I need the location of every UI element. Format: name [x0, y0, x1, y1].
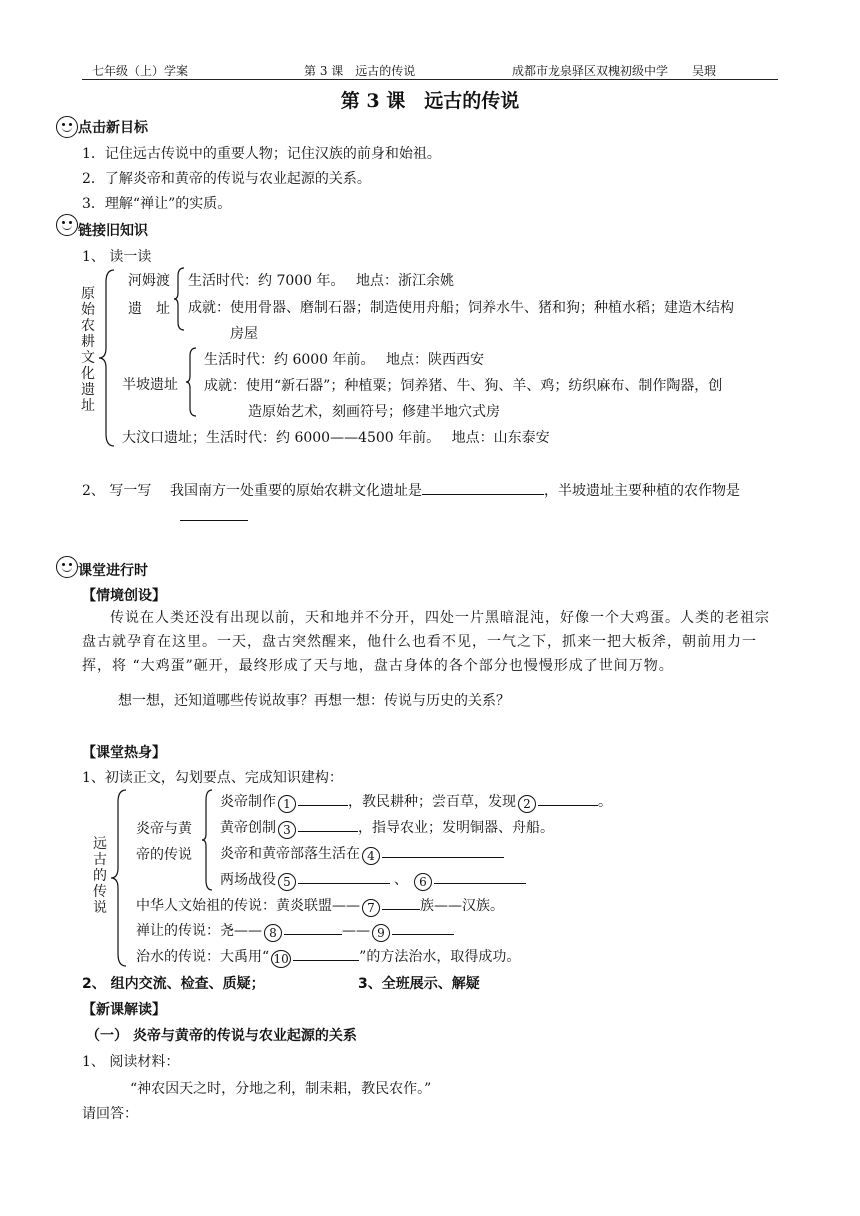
hemudu-brace — [172, 266, 186, 332]
number-marker: 4 — [362, 847, 380, 865]
smiley-icon — [56, 116, 78, 138]
hemudu-achieve: 成就：使用骨器、磨制石器；制造使用舟船；饲养水牛、猪和狗；种植水稻；建造木结构 — [188, 300, 734, 316]
number-marker: 10 — [271, 950, 291, 968]
answer-blank[interactable] — [284, 920, 342, 935]
legend-row-7 — [136, 946, 520, 968]
hemudu-achieve-2: 房屋 — [230, 326, 258, 342]
row-text: 两场战役 — [220, 872, 276, 888]
smiley-icon — [56, 556, 78, 578]
answer-blank[interactable] — [382, 843, 504, 858]
read-material-label: 1、 阅读材料： — [82, 1054, 180, 1070]
answer-blank[interactable] — [298, 817, 358, 832]
row-text: —— — [342, 923, 370, 939]
legend-row-1: 炎帝制作 1 ，教民耕种；尝百草，发现 2 。 — [220, 791, 612, 813]
hemudu-name-2: 遗 址 — [128, 301, 170, 317]
banpo-time: 生活时代：约 6000 年前。 地点：陕西西安 — [204, 352, 484, 368]
hemudu-name-1: 河姆渡 — [128, 273, 170, 289]
scene-heading: 【情境创设】 — [82, 588, 166, 604]
row-text: 黄帝创制 — [220, 820, 276, 836]
row-text: ”的方法治水，取得成功。 — [359, 949, 521, 965]
banpo-achieve: 成就：使用“新石器”；种植粟；饲养猪、牛、狗、羊、鸡；纺织麻布、制作陶器，创 — [204, 378, 723, 394]
answer-blank[interactable] — [180, 506, 248, 521]
row-text: 治水的传说：大禹用“ — [136, 949, 270, 965]
write-text-2: ，半坡遗址主要种植的农作物是 — [544, 483, 740, 499]
banpo-name: 半坡遗址 — [122, 377, 178, 393]
site-root-label: 原始农耕文化遗址 — [81, 286, 95, 414]
number-marker: 6 — [414, 873, 432, 891]
goal-item-1: 1．记住远古传说中的重要人物；记住汉族的前身和始祖。 — [82, 146, 441, 162]
answer-blank[interactable] — [434, 869, 526, 884]
write-label: 2、 写一写 — [82, 483, 152, 499]
header-right: 成都市龙泉驿区双槐初级中学 吴瑕 — [512, 64, 717, 78]
answer-blank[interactable] — [382, 895, 420, 910]
think-question: 想一想，还知道哪些传说故事？再想一想：传说与历史的关系？ — [118, 693, 510, 709]
quote-text: “神农因天之时，分地之利，制耒耜，教民农作。” — [130, 1081, 432, 1097]
answer-prompt: 请回答： — [82, 1106, 138, 1122]
legend-row-2 — [220, 817, 554, 839]
story-paragraph: 传说在人类还没有出现以前，天和地并不分开，四处一片黑暗混沌，好像一个大鸡蛋。人类的老祖宗盘古就孕育在这里。一天，盘古突然醒来，他什么也看不见，一气之下，抓来一把大板斧，朝前用力一挥，将 “大鸡蛋”砸开，最终形成了天与地，盘古身体的各个部分也慢慢形成了世间万物。 — [82, 610, 770, 674]
header-center: 第 3 课 远古的传说 — [304, 64, 416, 78]
row-text: 炎帝制作 — [220, 794, 276, 810]
write-text-1: 我国南方一处重要的原始农耕文化遗址是 — [170, 483, 422, 499]
row-text: ，指导农业；发明铜器、舟船。 — [358, 820, 554, 836]
yanhuang-brace — [200, 788, 214, 892]
read-label: 1、 读一读 — [82, 249, 152, 265]
legend-row-6 — [136, 920, 454, 942]
row-text: 族——汉族。 — [420, 898, 504, 914]
number-marker: 5 — [278, 873, 296, 891]
page-title: 第 3 课 远古的传说 — [340, 90, 520, 112]
goal-item-2: 2．了解炎帝和黄帝的传说与农业起源的关系。 — [82, 171, 371, 187]
goal-item-3: 3．理解“禅让”的实质。 — [82, 196, 232, 212]
section-heading-goals: 点击新目标 — [78, 120, 148, 136]
legend-row-4 — [220, 869, 526, 891]
row-text: 、 — [394, 872, 408, 888]
header-rule — [82, 79, 778, 80]
header-left: 七年级（上）学案 — [92, 64, 189, 78]
section-heading-class: 课堂进行时 — [78, 563, 148, 579]
step-3: 3、全班展示、解疑 — [358, 976, 480, 992]
warmup-heading: 【课堂热身】 — [82, 745, 166, 761]
yanhuang-label-1: 炎帝与黄 — [136, 821, 192, 837]
hemudu-time: 生活时代：约 7000 年。 地点：浙江余姚 — [188, 273, 454, 289]
answer-blank[interactable] — [538, 791, 598, 806]
row-text: 禅让的传说：尧—— — [136, 923, 262, 939]
number-marker: 1 — [278, 795, 296, 813]
smiley-icon — [56, 214, 78, 236]
banpo-achieve-2: 造原始艺术，刻画符号；修建半地穴式房 — [248, 404, 500, 420]
answer-blank[interactable] — [298, 869, 390, 884]
number-marker: 9 — [372, 924, 390, 942]
root-brace — [96, 268, 116, 448]
legend-row-3 — [220, 843, 504, 865]
legend-row-5 — [136, 895, 504, 917]
number-marker: 7 — [362, 899, 380, 917]
row-text: 炎帝和黄帝部落生活在 — [220, 846, 360, 862]
number-marker: 3 — [278, 821, 296, 839]
answer-blank[interactable] — [392, 920, 454, 935]
number-marker: 8 — [264, 924, 282, 942]
answer-blank[interactable] — [422, 480, 544, 495]
write-question — [170, 480, 740, 500]
warmup-item-1: 1、初读正文，勾划要点、完成知识建构： — [82, 770, 343, 786]
answer-blank[interactable] — [293, 946, 359, 961]
step-2: 2、 组内交流、检查、质疑； — [82, 976, 265, 992]
legend-root-brace — [108, 788, 128, 968]
row-text: 中华人文始祖的传说：黄炎联盟—— — [136, 898, 360, 914]
section-heading-review: 链接旧知识 — [78, 223, 148, 239]
legend-root-label: 远古的传说 — [93, 836, 107, 916]
number-marker: 2 — [518, 795, 536, 813]
row-text: ，教民耕种；尝百草，发现 — [348, 794, 516, 810]
yanhuang-label-2: 帝的传说 — [136, 847, 192, 863]
banpo-brace — [184, 346, 198, 418]
subsection-1-title: （一） 炎帝与黄帝的传说与农业起源的关系 — [86, 1028, 357, 1044]
new-lesson-heading: 【新课解读】 — [82, 1002, 166, 1018]
answer-blank[interactable] — [298, 791, 348, 806]
dawenkou-line: 大汶口遗址；生活时代：约 6000——4500 年前。 地点：山东泰安 — [122, 430, 550, 446]
